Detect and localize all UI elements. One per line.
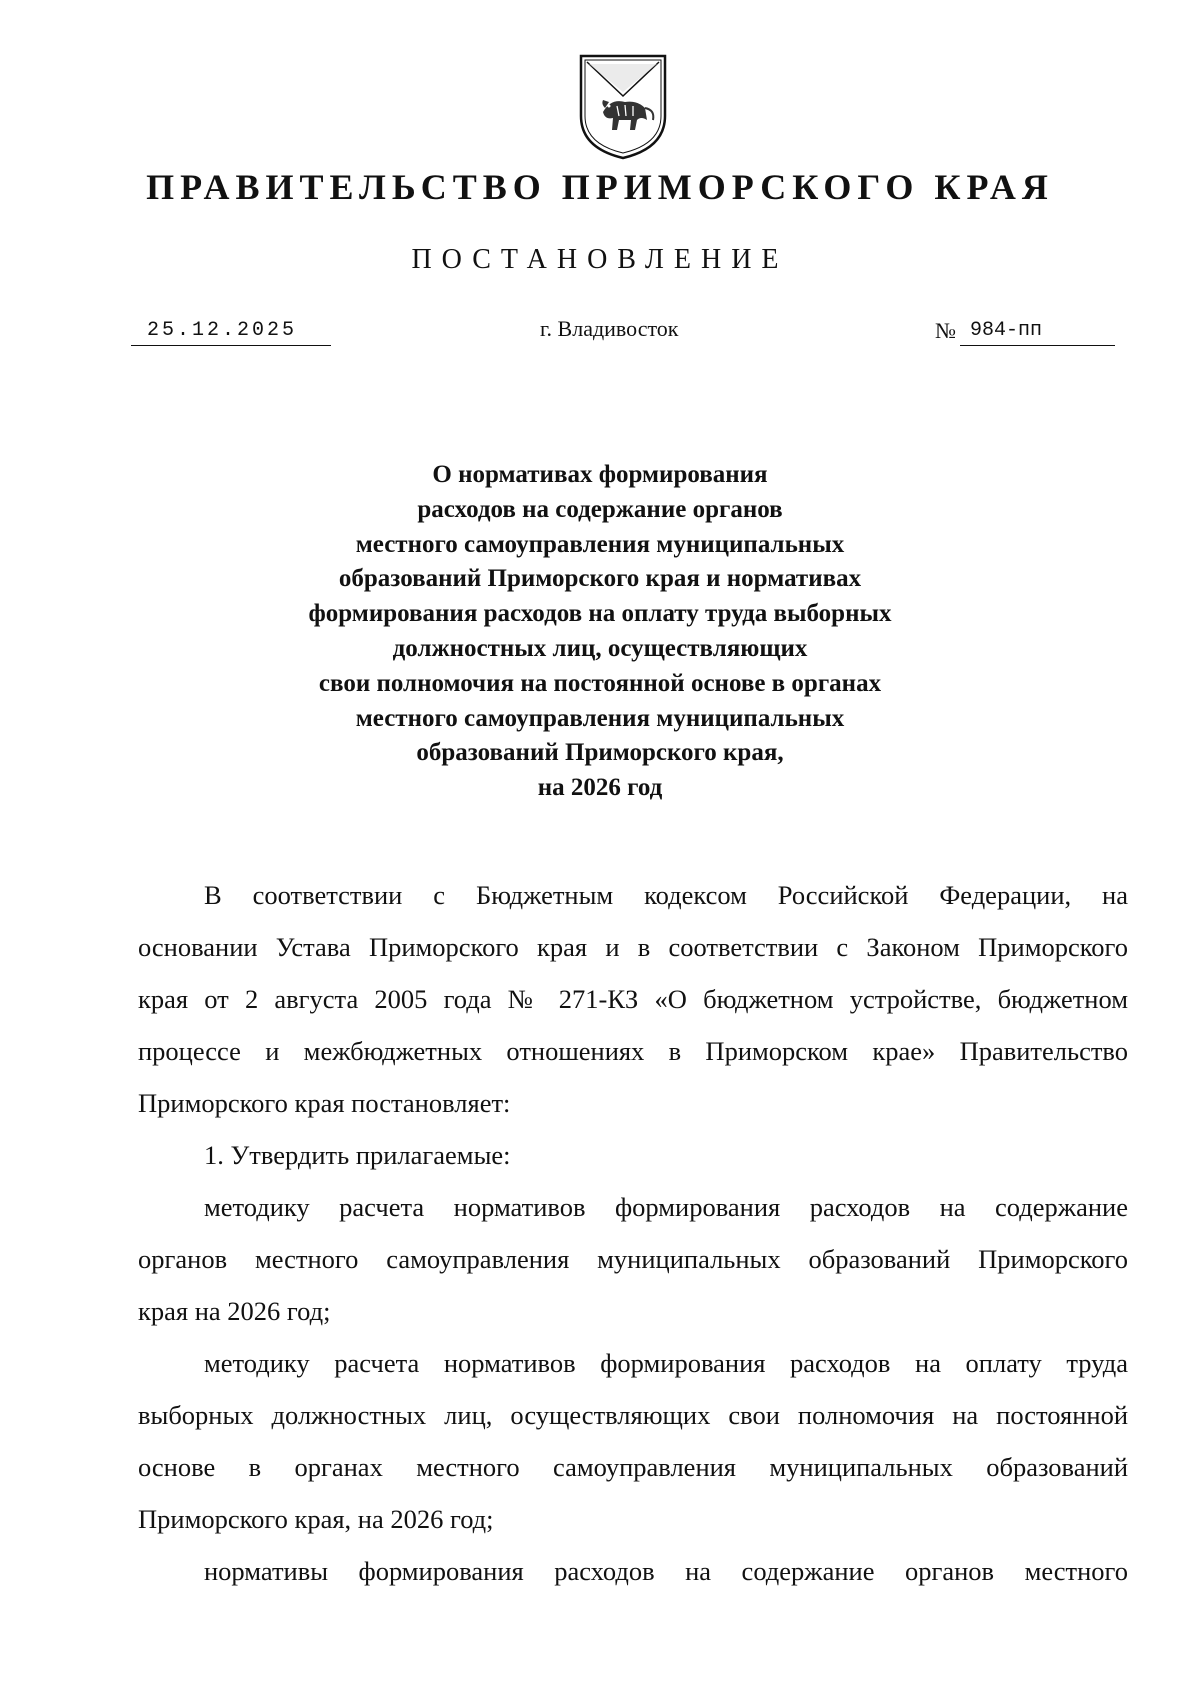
organization-name: ПРАВИТЕЛЬСТВО ПРИМОРСКОГО КРАЯ [146,167,1054,207]
title-line: местного самоуправления муниципальных [355,704,845,732]
title-line: на 2026 год [537,774,663,802]
body-line: В соответствии с Бюджетным кодексом Российской Федерации, на [204,880,1128,910]
title-line: образований Приморского края, [416,739,784,767]
document-number-block [935,318,1115,346]
body-line: выборных должностных лиц, осуществляющих свои полномочия на постоянной [138,1400,1128,1430]
coat-of-arms-emblem [575,50,671,162]
body-line: основе в органах местного самоуправления муниципальных образований [138,1452,1128,1482]
body-line: методику расчета нормативов формирования расходов на содержание [204,1192,1128,1222]
title-line: должностных лиц, осуществляющих [392,634,808,662]
document-city: г. Владивосток [540,316,679,341]
body-line: края на 2026 год; [138,1296,331,1326]
body-line: нормативы формирования расходов на содержание органов местного [204,1556,1128,1586]
body-line: органов местного самоуправления муниципальных образований Приморского [138,1244,1128,1274]
document-date: 25.12.2025 [131,318,331,346]
body-line: основании Устава Приморского края и в соответствии с Законом Приморского [138,932,1128,962]
body-line: методику расчета нормативов формирования расходов на оплату труда [204,1348,1128,1378]
title-line: местного самоуправления муниципальных [355,530,845,558]
body-line: Приморского края постановляет: [138,1088,511,1118]
document-title [0,458,1200,806]
title-line: формирования расходов на оплату труда выборных [308,600,892,628]
title-line: свои полномочия на постоянной основе в органах [318,669,882,697]
body-line: процессе и межбюджетных отношениях в Приморском крае» Правительство [138,1036,1128,1066]
document-number: 984-пп [960,318,1115,346]
body-line: Приморского края, на 2026 год; [138,1504,494,1534]
body-line: края от 2 августа 2005 года № 271-КЗ «О бюджетном устройстве, бюджетном [138,984,1128,1014]
number-sign: № [935,318,956,343]
title-line: О нормативах формирования [432,461,768,488]
document-type: ПОСТАНОВЛЕНИЕ [411,244,789,275]
title-line: расходов на содержание органов [417,495,783,523]
body-line: 1. Утвердить прилагаемые: [204,1140,511,1170]
title-line: образований Приморского края и нормативах [338,565,862,593]
